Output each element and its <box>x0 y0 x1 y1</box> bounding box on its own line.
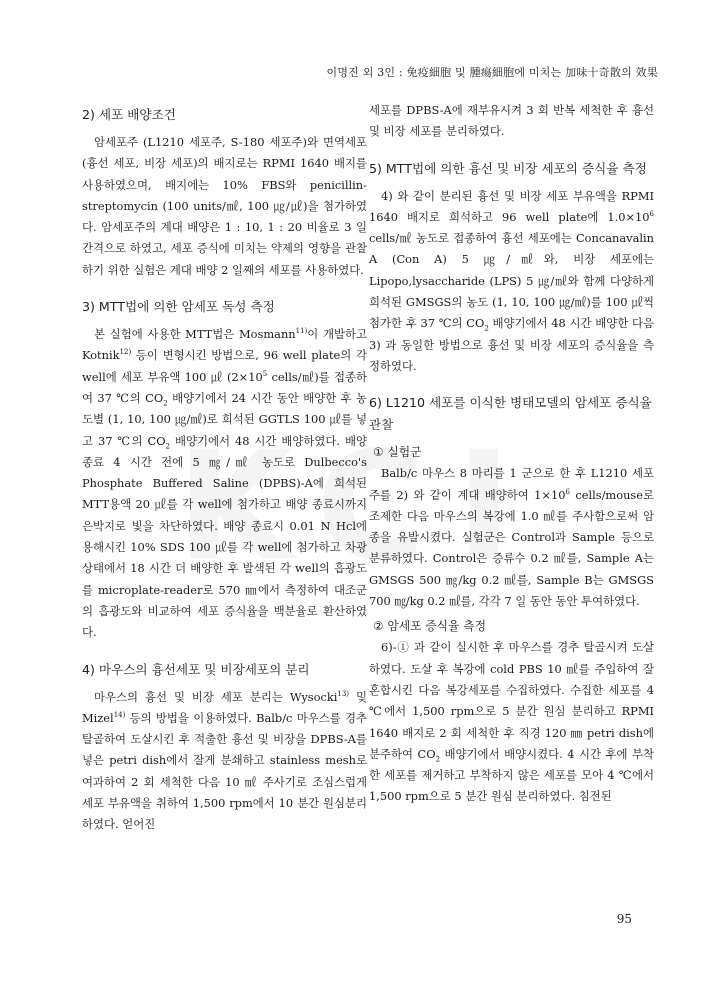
section-4-continued <box>369 100 654 143</box>
subscript: 2 <box>435 755 441 764</box>
page-number: 95 <box>616 912 632 926</box>
subscript: 2 <box>163 399 168 408</box>
section-4-paragraph <box>82 687 367 836</box>
subscript: 2 <box>484 324 489 333</box>
text-run: cells/㎖)를 접종하여 37 ℃의 CO <box>82 369 367 405</box>
reference-mark: 11) <box>295 327 308 336</box>
subsection-heading: ② 암세포 증식율 측정 <box>373 619 486 634</box>
section-6-paragraph-2 <box>369 637 654 807</box>
text-run: Balb/c 마우스 8 마리를 1 군으로 한 후 L1210 세포주를 2) 와 같이 계대 배양하여 1×10 <box>369 466 654 502</box>
section-6-heading: 6) L1210 세포를 이식한 병태모델의 암세포 증식율 관찰 <box>369 395 652 433</box>
right-column <box>369 100 654 823</box>
text-run: 6)-① 과 같이 실시한 후 마우스를 경추 탈골시켜 도살하였다. 도살 후 복강에 cold PBS 10 ㎖를 주입하여 잘 혼합시킨 다음 복강세포를 수집하였다. 수집한 세포를 4 ℃에서 1,500 rpm으로 5 분간 원심 분리하고 RPMI 1640 배지로 2 회 세척한 후 직경 120 ㎜ petri dish에 분주하여 CO <box>369 640 654 761</box>
section-5-heading: 5) MTT법에 의한 흉선 및 비장 세포의 증식율 측정 <box>369 160 647 176</box>
text-run: 배양기에서 48 시간 배양한 다음 3) 과 동일한 방법으로 흉선 및 비장 세포의 증식율을 측정하였다. <box>369 316 654 373</box>
text-run: 배양기에서 배양시켰다. 4 시간 후에 부착한 세포를 제거하고 부착하지 않은 세포를 모아 4 ℃에서 1,500 rpm으로 5 분간 원심 분리하였다. 침전된 <box>369 746 654 804</box>
text-run: 등이 변형시킨 방법으로, 96 well plate의 각 well에 세포 부유액 100 ㎕ (2×10 <box>82 348 367 384</box>
exponent: 5 <box>262 369 268 378</box>
subscript: 2 <box>165 441 170 450</box>
text-run: 이 개발하고 Kotnik <box>82 327 368 363</box>
section-6-paragraph-1 <box>369 463 654 612</box>
subsection-heading: ① 실험군 <box>373 445 422 460</box>
section-4 <box>82 659 367 836</box>
reference-mark: 12) <box>119 348 132 357</box>
left-column <box>82 104 367 851</box>
section-3-heading: 3) MTT법에 의한 암세포 독성 측정 <box>82 299 275 315</box>
text-run: 및 Mizel <box>82 689 368 725</box>
text-run: cells/㎖ 농도로 접종하여 흉선 세포에는 Concanavalin A (Con A) 5 ㎍/㎖와, 비장 세포에는 Lipopo,lysaccharide (LPS) 5 ㎍/㎖와 함께 다양하게 희석된 GMSGS의 농도 (1, 10, 100 ㎍/㎖)를 100 ㎕씩 첨가한 후 37 ℃의 CO <box>369 231 654 331</box>
text-run: 본 실험에 사용한 MTT법은 Mosmann <box>94 327 296 342</box>
section-4-heading: 4) 마우스의 흉선세포 및 비장세포의 분리 <box>82 661 310 677</box>
section-6 <box>369 392 654 807</box>
text-run: 등의 방법을 이용하였다. Balb/c 마우스를 경추탈골하여 도살시킨 후 적출한 흉선 및 비장을 DPBS-A를 넣은 petri dish에서 잘게 분쇄하고 stainless mesh로 여과하여 2 회 세척한 다음 10 ㎖ 주사기로 조심스럽게 세포 부유액을 취하여 1,500 rpm에서 10 분간 원심분리하였다. 얻어진 <box>82 710 367 832</box>
reference-mark: 13) <box>337 689 350 698</box>
continued-paragraph: 세포를 DPBS-A에 재부유시켜 3 회 반복 세척한 후 흉선 및 비장 세포를 분리하였다. <box>369 103 654 139</box>
section-2 <box>82 104 367 281</box>
text-run: cells/mouse로 조제한 다음 마우스의 복강에 1.0 ㎖를 주사함으로써 암종을 유발시켰다. 실험군은 Control과 Sample 등으로 분류하였다. Control은 증류수 0.2 ㎖를, Sample A는 GMSGS 500 ㎎/kg 0.2 ㎖를, Sample B는 GMSGS 700 ㎎/kg 0.2 ㎖를, 각각 7 일 동안 동안 투여하였다. <box>369 487 655 609</box>
text-run: 배양기에서 24 시간 동안 배양한 후 농도별 (1, 10, 100 ㎍/㎖)로 희석된 GGTLS 100 ㎕를 넣고 37 ℃의 CO <box>82 390 367 448</box>
exponent: 6 <box>649 210 654 219</box>
section-2-paragraph: 암세포주 (L1210 세포주, S-180 세포주)와 면역세포 (흉선 세포, 비장 세포)의 배지로는 RPMI 1640 배지를 사용하였으며, 배지에는 10% FBS와 penicillin-streptomycin (100 units/㎖, 100 ㎍/㎕)을 첨가하였다. 암세포주의 계대 배양은 1 : 10, 1 : 20 비율로 3 일 간격으로 하였고, 세포 증식에 미치는 약제의 영향을 관찰하기 위한 실험은 계대 배양 2 일째의 세포를 사용하였다. <box>82 135 367 277</box>
running-header: 이명진 외 3인 : 免疫細胞 및 腫瘍細胞에 미치는 加味十奇散의 效果 <box>326 66 658 79</box>
text-run: 4) 와 같이 분리된 흉선 및 비장 세포 부유액을 RPMI 1640 배지로 희석하고 96 well plate에 1.0×10 <box>369 188 654 224</box>
text-run: 마우스의 흉선 및 비장 세포 분리는 Wysocki <box>94 689 338 704</box>
reference-mark: 14) <box>113 711 126 720</box>
section-5 <box>369 158 654 378</box>
exponent: 6 <box>565 487 570 496</box>
text-run: 배양기에서 48 시간 배양하였다. 배양 종료 4 시간 전에 5 ㎎/㎖ 농도로 Dulbecco's Phosphate Buffered Saline (DPBS)-A에 희석된 MTT용액 20 ㎕를 각 well에 첨가하고 배양 종료시까지 은박지로 빛을 차단하였다. 배양 종료시 0.01 N Hcl에 용해시킨 10% SDS 100 ㎕를 각 well에 첨가하고 차광상태에서 18 시간 더 배양한 후 발색된 각 well의 흡광도를 microplate-reader로 570 ㎚에서 측정하여 대조군의 흡광도와 비교하여 세포 증식율을 백분율로 환산하였다. <box>82 433 367 640</box>
section-3 <box>82 296 367 643</box>
section-5-paragraph <box>369 186 654 378</box>
section-2-heading: 2) 세포 배양조건 <box>82 107 176 122</box>
section-3-paragraph <box>82 324 367 643</box>
